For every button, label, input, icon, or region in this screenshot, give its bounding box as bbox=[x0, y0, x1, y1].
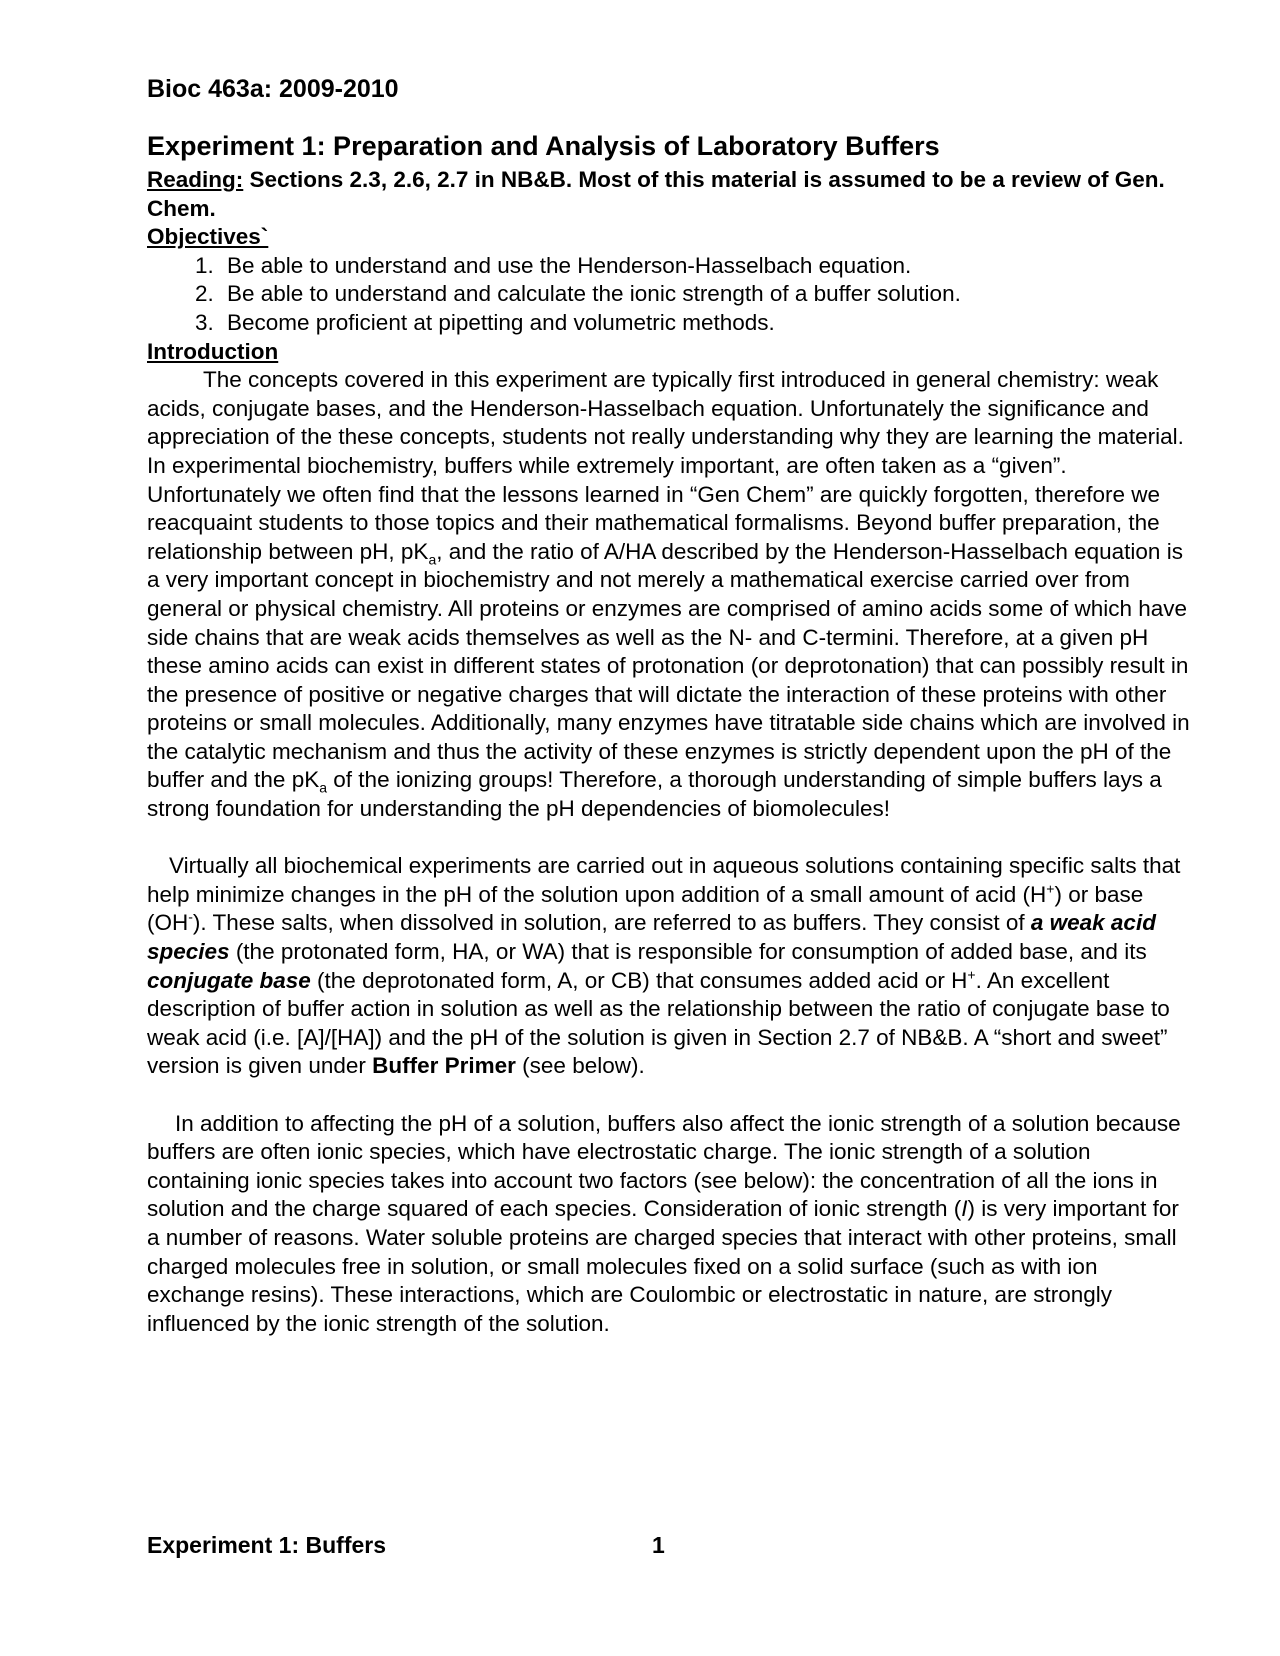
paragraph-gap bbox=[147, 1081, 1197, 1110]
subscript-a: a bbox=[319, 779, 328, 796]
reading-text: Sections 2.3, 2.6, 2.7 in NB&B. Most of this material is assumed to be a review of Gen. Chem. bbox=[147, 167, 1165, 221]
reading-label: Reading: bbox=[147, 167, 244, 192]
page-number: 1 bbox=[652, 1532, 665, 1558]
experiment-title: Experiment 1: Preparation and Analysis of Laboratory Buffers bbox=[147, 131, 940, 161]
superscript-plus: + bbox=[967, 966, 976, 983]
term-conjugate-base: conjugate base bbox=[147, 967, 311, 993]
intro-p2-text: (the protonated form, HA, or WA) that is responsible for consumption of added base, and its bbox=[229, 939, 1147, 965]
paragraph-gap bbox=[147, 824, 1197, 853]
page-content bbox=[147, 72, 1197, 1338]
intro-p3-text: In addition to affecting the pH of a solution, buffers also affect the ionic strength of a solution because buffers are often ionic species, which have electrostatic charge. The ionic strength of a solution containing ionic species takes into account two factors (see below): the concentration of all the ions in solution and the charge squared of each species. Consideration of ionic strength ( bbox=[147, 1110, 1181, 1222]
intro-p2-text: Virtually all biochemical experiments are carried out in aqueous solutions containing specific salts that help minimize changes in the pH of the solution upon addition of a small amount of acid (H bbox=[147, 853, 1181, 907]
intro-p1-text: The concepts covered in this experiment are typically first introduced in general chemistry: weak acids, conjugate bases, and the Henderson-Hasselbach equation. Unfortunately the significance and appreciation of the these concepts, students not really understanding why they are learning the material. In experimental biochemistry, buffers while extremely important, are often taken as a “given”. Unfortunately we often find that the lessons learned in “Gen Chem” are quickly forgotten, therefore we reacquaint students to those topics and their mathematical formalisms. Beyond buffer preparation, the relationship between pH, pK bbox=[147, 367, 1184, 564]
page-footer bbox=[147, 1530, 1197, 1560]
ionic-strength-symbol: I bbox=[961, 1196, 968, 1222]
subscript-a: a bbox=[428, 551, 437, 568]
intro-p1-text: of the ionizing groups! Therefore, a thorough understanding of simple buffers lays a strong foundation for understanding the pH dependencies of biomolecules! bbox=[147, 767, 1162, 822]
objective-item: 3. Become proficient at pipetting and volumetric methods. bbox=[220, 309, 1197, 338]
intro-p2-text: ) or base (OH bbox=[147, 881, 1144, 936]
intro-p3-text: ) is very important for a number of reasons. Water soluble proteins are charged species that interact with other proteins, small charged molecules free in solution, or small molecules fixed on a solid surface (such as with ion exchange resins). These interactions, which are Coulombic or electrostatic in nature, are strongly influenced by the ionic strength of the solution. bbox=[147, 1196, 1179, 1336]
course-title: Bioc 463a: 2009-2010 bbox=[147, 75, 399, 103]
introduction-heading: Introduction bbox=[147, 338, 279, 364]
superscript-plus: + bbox=[1046, 880, 1055, 897]
intro-p2-text: . An excellent description of buffer action in solution as well as the relationship between the ratio of conjugate base to weak acid (i.e. [A]/[HA]) and the pH of the solution is given in Section 2.7 of NB&B. A “short and sweet” version is given under bbox=[147, 967, 1170, 1079]
intro-p1-text: , and the ratio of A/HA described by the Henderson-Hasselbach equation is a very important concept in biochemistry and not merely a mathematical exercise carried over from general or physical chemistry. All proteins or enzymes are comprised of amino acids some of which have side chains that are weak acids themselves as well as the N- and C-termini. Therefore, at a given pH these amino acids can exist in different states of protonation (or deprotonation) that can possibly result in the presence of positive or negative charges that will dictate the interaction of these proteins with other proteins or small molecules. Additionally, many enzymes have titratable side chains which are involved in the catalytic mechanism and thus the activity of these enzymes is strictly dependent upon the pH of the buffer and the pK bbox=[147, 538, 1190, 793]
intro-paragraph-2 bbox=[147, 852, 1197, 1081]
intro-paragraph-3 bbox=[147, 1110, 1197, 1339]
objective-item: 2. Be able to understand and calculate the ionic strength of a buffer solution. bbox=[220, 280, 1197, 309]
intro-p2-text: (the deprotonated form, A, or CB) that consumes added acid or H bbox=[310, 967, 968, 993]
intro-p2-text: (see below). bbox=[515, 1053, 645, 1079]
intro-p2-text: ). These salts, when dissolved in solution, are referred to as buffers. They consist of bbox=[192, 910, 1031, 936]
intro-paragraph-1 bbox=[147, 366, 1197, 824]
term-weak-acid: a weak acid species bbox=[147, 910, 1156, 965]
superscript-minus: - bbox=[188, 908, 193, 925]
reading-line bbox=[147, 166, 1197, 223]
objective-item: 1. Be able to understand and use the Henderson-Hasselbach equation. bbox=[220, 252, 1197, 281]
footer-label: Experiment 1: Buffers bbox=[147, 1532, 387, 1558]
objectives-heading: Objectives` bbox=[147, 224, 269, 250]
objectives-list bbox=[147, 252, 1197, 338]
term-buffer-primer: Buffer Primer bbox=[372, 1053, 516, 1079]
